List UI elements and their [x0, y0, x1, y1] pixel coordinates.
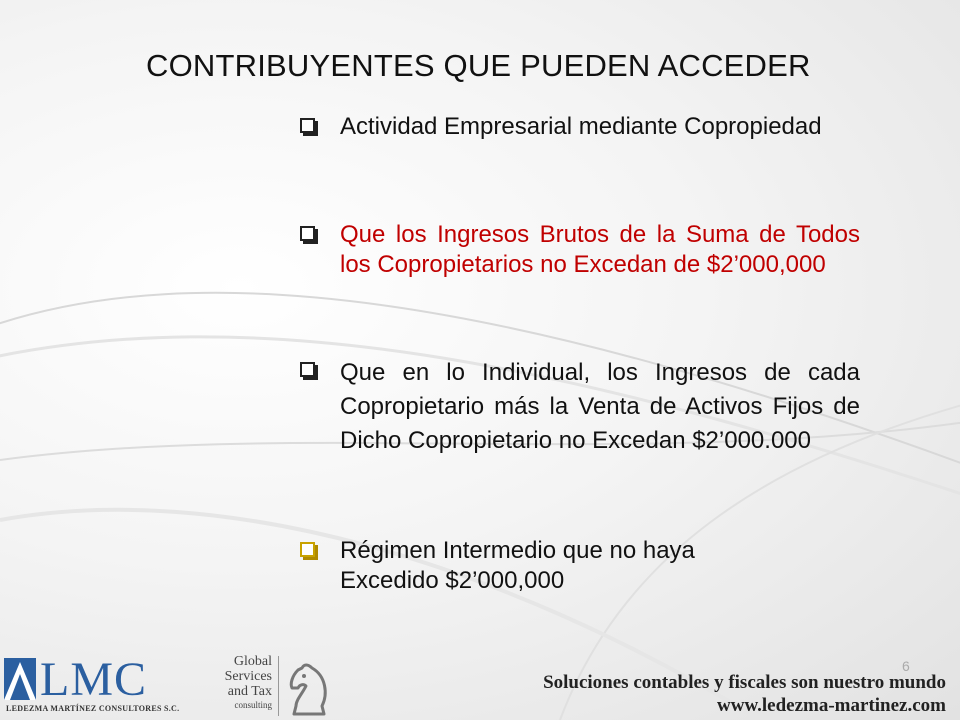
logo-divider [278, 656, 279, 716]
global-services-line2: and Tax [227, 684, 272, 699]
global-services-line3: consulting [234, 700, 272, 710]
bullet-text: Que los Ingresos Brutos de la Suma de Todos los Copropietarios no Excedan de $2’000,000 [340, 221, 860, 278]
footer [0, 652, 960, 720]
lmc-logo-text: LMC [40, 653, 148, 706]
bullet-item-ingresos-brutos [300, 220, 860, 280]
checkbox-square-icon [300, 226, 315, 241]
lmc-logo-mark-icon [4, 658, 36, 700]
global-services-logo [190, 654, 340, 720]
bullet-text: Régimen Intermedio que no haya Excedido $2’000,000 [340, 537, 695, 594]
bullet-item-regimen-intermedio [300, 536, 860, 596]
bullet-item-actividad [300, 112, 860, 142]
global-services-line1: Global Services [224, 654, 272, 684]
checkbox-square-icon [300, 542, 315, 557]
website-link[interactable]: www.ledezma-martinez.com [717, 695, 946, 716]
checkbox-square-icon [300, 118, 315, 133]
bullet-text: Actividad Empresarial mediante Copropiedad [340, 113, 822, 140]
footer-tagline [543, 672, 946, 718]
slide-title: CONTRIBUYENTES QUE PUEDEN ACCEDER [146, 48, 811, 83]
tagline-text: Soluciones contables y fiscales son nuestro mundo [543, 672, 946, 693]
lmc-logo [4, 653, 180, 716]
checkbox-square-icon [300, 362, 315, 377]
page-number: 6 [902, 658, 910, 674]
bullet-text: Que en lo Individual, los Ingresos de cada Copropietario más la Venta de Activos Fijos de Dicho Copropietario no Excedan $2’000.000 [340, 359, 860, 454]
chess-knight-icon [282, 658, 336, 718]
global-services-text [190, 654, 272, 711]
lmc-subtitle: LEDEZMA MARTÍNEZ CONSULTORES S.C. [6, 704, 180, 713]
bullet-item-individual [300, 356, 860, 458]
